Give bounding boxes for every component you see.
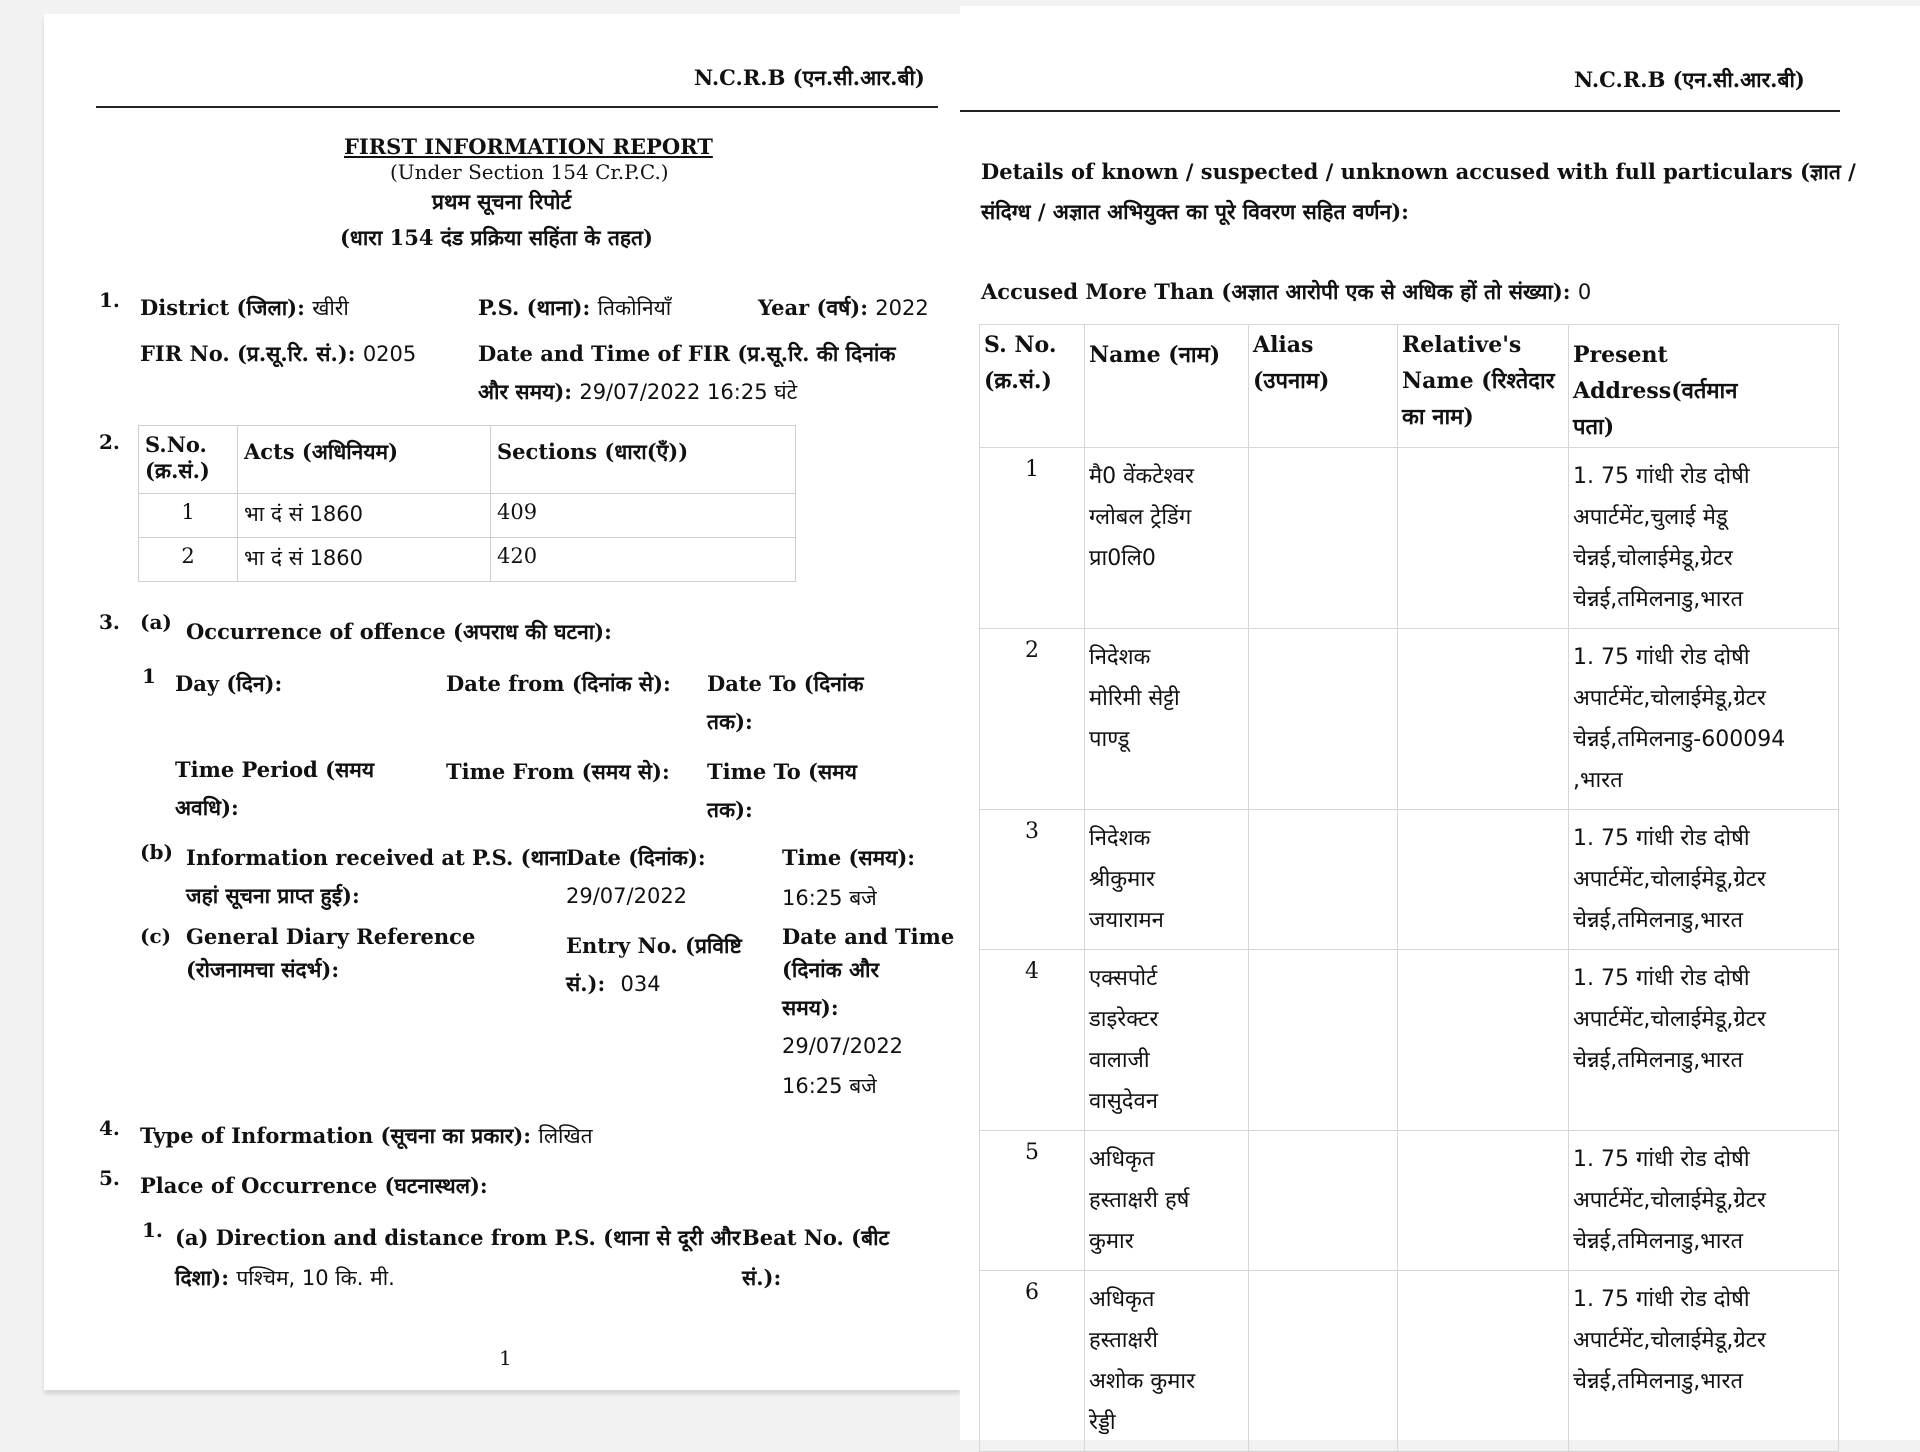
- accused-row: [980, 950, 1839, 1131]
- accused-header-relative-line: Name (रिश्तेदार: [1402, 368, 1555, 394]
- acts-header-act: Acts (अधिनियम): [238, 426, 491, 494]
- info-date-label: Date (दिनांक):: [566, 845, 706, 870]
- report-title: FIRST INFORMATION REPORT: [344, 134, 713, 159]
- accused-name-line: जयारामन: [1089, 908, 1164, 933]
- time-period-label-1: Time Period (समय: [175, 757, 374, 782]
- accused-row: [980, 810, 1839, 950]
- occurrence-label: Occurrence of offence (अपराध की घटना):: [186, 619, 612, 644]
- fir-number-value: 0205: [362, 342, 417, 366]
- accused-address-line: 1. 75 गांधी रोड दोषी: [1573, 1147, 1750, 1172]
- entry-no-label-1: Entry No. (प्रविष्टि: [566, 933, 742, 958]
- fir-datetime-field: [478, 378, 797, 406]
- accused-sno: 3: [980, 810, 1085, 950]
- item-1-number: 1.: [99, 288, 120, 312]
- accused-name-line: पाण्डू: [1089, 727, 1130, 752]
- acts-table: [138, 425, 796, 582]
- accused-header-address-line: पता): [1573, 414, 1615, 440]
- gd-datetime-label-1: Date and Time: [782, 924, 955, 949]
- accused-header-sno-line: S. No.: [984, 332, 1057, 358]
- accused-relative-name: [1398, 1271, 1569, 1452]
- item-3b-marker: (b): [140, 840, 173, 864]
- accused-address: [1569, 448, 1839, 629]
- accused-name-line: निदेशक: [1089, 826, 1151, 851]
- ps-value: तिकोनियाँ: [597, 296, 672, 320]
- place-of-occurrence-label: Place of Occurrence (घटनास्थल):: [140, 1173, 488, 1198]
- gd-datetime-label-2: (दिनांक और: [782, 957, 880, 982]
- day-label: Day (दिन):: [175, 671, 283, 696]
- accused-name-line: ग्लोबल ट्रेडिंग: [1089, 505, 1192, 530]
- gd-reference-label-2: (रोजनामचा संदर्भ):: [186, 957, 340, 982]
- accused-address: [1569, 1131, 1839, 1271]
- item-5-number: 5.: [99, 1166, 120, 1190]
- accused-sno: 6: [980, 1271, 1085, 1452]
- acts-row-section: 420: [491, 538, 796, 582]
- accused-alias: [1249, 1271, 1398, 1452]
- accused-details-heading-1: Details of known / suspected / unknown accused with full particulars (ज्ञात /: [981, 159, 1856, 184]
- beat-no-label-2: सं.):: [742, 1265, 782, 1290]
- accused-count-field: [981, 278, 1591, 306]
- accused-alias: [1249, 1131, 1398, 1271]
- accused-address-line: 1. 75 गांधी रोड दोषी: [1573, 464, 1750, 489]
- direction-label-1: (a) Direction and distance from P.S. (थाना से दूरी और: [175, 1225, 741, 1250]
- ps-field: [478, 294, 671, 322]
- time-from-label: Time From (समय से):: [446, 759, 670, 784]
- year-field: [758, 294, 929, 322]
- report-subtitle-hindi: (धारा 154 दंड प्रक्रिया सहिंता के तहत): [340, 225, 653, 250]
- accused-name-line: कुमार: [1089, 1229, 1134, 1254]
- accused-name: [1085, 810, 1249, 950]
- accused-name-line: प्रा0लि0: [1089, 546, 1156, 571]
- entry-no-value: 034: [620, 972, 661, 996]
- accused-row: [980, 1131, 1839, 1271]
- accused-sno: 2: [980, 629, 1085, 810]
- fir-page-2: [960, 6, 1920, 1440]
- accused-header-address-line: Present Address(वर्तमान: [1573, 342, 1738, 404]
- date-to-label-2: तक):: [707, 709, 753, 734]
- accused-name-line: वासुदेवन: [1089, 1089, 1158, 1114]
- accused-address-line: अपार्टमेंट,चोलाईमेडू,ग्रेटर: [1573, 1188, 1766, 1213]
- acts-header-section: Sections (धारा(एँ)): [491, 426, 796, 494]
- item-3-number: 3.: [99, 610, 120, 634]
- header-rule-right: [960, 110, 1840, 112]
- accused-name-line: वालाजी: [1089, 1048, 1150, 1073]
- accused-count-value: 0: [1577, 280, 1592, 304]
- fir-page-1: [44, 14, 960, 1390]
- accused-header-alias-line: Alias: [1253, 332, 1314, 358]
- accused-name-line: श्रीकुमार: [1089, 867, 1156, 892]
- fir-datetime-label-2: और समय):: [478, 379, 573, 404]
- accused-name-line: एक्सपोर्ट: [1089, 966, 1158, 991]
- info-received-label-2: जहां सूचना प्राप्त हुई):: [186, 883, 360, 908]
- info-type-label: Type of Information (सूचना का प्रकार):: [140, 1123, 532, 1148]
- gd-datetime-value-date: 29/07/2022: [782, 1034, 904, 1058]
- accused-alias: [1249, 629, 1398, 810]
- district-label: District (जिला):: [140, 295, 305, 320]
- accused-address: [1569, 1271, 1839, 1452]
- date-to-label-1: Date To (दिनांक: [707, 671, 864, 696]
- info-type-value: लिखित: [538, 1124, 593, 1148]
- ncrb-header-right: N.C.R.B (एन.सी.आर.बी): [1574, 67, 1805, 92]
- accused-sno: 1: [980, 448, 1085, 629]
- time-to-label-2: तक):: [707, 797, 753, 822]
- item-3c-marker: (c): [140, 924, 172, 948]
- accused-relative-name: [1398, 1131, 1569, 1271]
- info-date-value: 29/07/2022: [566, 884, 688, 908]
- accused-alias: [1249, 950, 1398, 1131]
- accused-name-line: डाइरेक्टर: [1089, 1007, 1159, 1032]
- item-3a-marker: (a): [140, 610, 172, 634]
- accused-address-line: अपार्टमेंट,चोलाईमेडू,ग्रेटर: [1573, 686, 1766, 711]
- time-period-label-2: अवधि):: [175, 795, 239, 820]
- direction-label-2: दिशा):: [175, 1265, 229, 1290]
- accused-header-relative-line: Relative's: [1402, 332, 1522, 358]
- year-value: 2022: [875, 296, 929, 320]
- accused-name: [1085, 448, 1249, 629]
- accused-header-name: Name (नाम): [1085, 325, 1249, 448]
- accused-row: [980, 1271, 1839, 1452]
- fir-datetime-label-1: Date and Time of FIR (प्र.सू.रि. की दिनांक: [478, 341, 896, 366]
- acts-table-header: [139, 426, 796, 494]
- time-to-label-1: Time To (समय: [707, 759, 857, 784]
- accused-sno: 5: [980, 1131, 1085, 1271]
- accused-address-line: चेन्नई,तमिलनाडु-600094: [1573, 727, 1786, 752]
- accused-address-line: 1. 75 गांधी रोड दोषी: [1573, 826, 1750, 851]
- accused-row: [980, 448, 1839, 629]
- gd-datetime-value-time: 16:25 बजे: [782, 1074, 877, 1098]
- direction-value: पश्चिम, 10 कि. मी.: [236, 1266, 395, 1290]
- accused-name: [1085, 1271, 1249, 1452]
- ps-label: P.S. (थाना):: [478, 295, 591, 320]
- direction-field: [175, 1264, 395, 1292]
- item-4-number: 4.: [99, 1116, 120, 1140]
- beat-no-label-1: Beat No. (बीट: [742, 1225, 890, 1250]
- accused-name-line: रेड्डी: [1089, 1410, 1116, 1435]
- accused-address: [1569, 810, 1839, 950]
- report-subtitle: (Under Section 154 Cr.P.C.): [390, 160, 669, 184]
- accused-relative-name: [1398, 629, 1569, 810]
- accused-relative-name: [1398, 950, 1569, 1131]
- accused-header-sno: [980, 325, 1085, 448]
- accused-name-line: मोरिमी सेट्टी: [1089, 686, 1180, 711]
- accused-address-line: चेन्नई,तमिलनाडु,भारत: [1573, 908, 1743, 933]
- accused-name-line: हस्ताक्षरी हर्ष: [1089, 1188, 1190, 1213]
- fir-number-field: [140, 340, 416, 368]
- accused-name-line: निदेशक: [1089, 645, 1151, 670]
- header-rule: [96, 106, 938, 108]
- accused-header-relative: [1398, 325, 1569, 448]
- accused-address-line: अपार्टमेंट,चुलाई मेडू: [1573, 505, 1728, 530]
- accused-address-line: चेन्नई,तमिलनाडु,भारत: [1573, 1048, 1743, 1073]
- date-from-label: Date from (दिनांक से):: [446, 671, 671, 696]
- accused-header-address: [1569, 325, 1839, 448]
- accused-address-line: चेन्नई,तमिलनाडु,भारत: [1573, 587, 1743, 612]
- accused-header-alias: [1249, 325, 1398, 448]
- accused-name-line: अधिकृत: [1089, 1287, 1155, 1312]
- accused-address: [1569, 629, 1839, 810]
- accused-relative-name: [1398, 810, 1569, 950]
- accused-count-label: Accused More Than (अज्ञात आरोपी एक से अधिक हों तो संख्या):: [981, 279, 1571, 304]
- page-number: 1: [499, 1346, 512, 1370]
- accused-name: [1085, 950, 1249, 1131]
- accused-table: [979, 324, 1839, 1452]
- acts-row-act: भा दं सं 1860: [238, 538, 491, 582]
- accused-name-line: मै0 वेंकटेश्वर: [1089, 464, 1194, 489]
- accused-header-sno-line: (क्र.सं.): [984, 368, 1052, 394]
- fir-number-label: FIR No. (प्र.सू.रि. सं.):: [140, 341, 356, 366]
- item-2-number: 2.: [99, 430, 120, 454]
- accused-name: [1085, 1131, 1249, 1271]
- acts-row-2: [139, 538, 796, 582]
- info-time-label: Time (समय):: [782, 845, 916, 870]
- info-time-value: 16:25 बजे: [782, 886, 877, 910]
- accused-relative-name: [1398, 448, 1569, 629]
- year-label: Year (वर्ष):: [758, 295, 868, 320]
- accused-address-line: 1. 75 गांधी रोड दोषी: [1573, 1287, 1750, 1312]
- entry-no-label-2: सं.):: [566, 971, 606, 996]
- accused-name-line: अशोक कुमार: [1089, 1369, 1196, 1394]
- accused-alias: [1249, 448, 1398, 629]
- accused-header-relative-line: का नाम): [1402, 404, 1474, 430]
- gd-reference-label-1: General Diary Reference: [186, 924, 476, 949]
- entry-no-field: [566, 970, 661, 998]
- accused-address-line: 1. 75 गांधी रोड दोषी: [1573, 966, 1750, 991]
- info-received-label-1: Information received at P.S. (थाना: [186, 845, 567, 870]
- accused-table-header: [980, 325, 1839, 448]
- district-field: [140, 294, 349, 322]
- accused-address-line: चेन्नई,चोलाईमेडू,ग्रेटर: [1573, 546, 1733, 571]
- accused-name: [1085, 629, 1249, 810]
- accused-address-line: अपार्टमेंट,चोलाईमेडू,ग्रेटर: [1573, 867, 1766, 892]
- acts-row-1: [139, 494, 796, 538]
- accused-name-line: हस्ताक्षरी: [1089, 1328, 1158, 1353]
- accused-details-heading-2: संदिग्ध / अज्ञात अभियुक्त का पूरे विवरण सहित वर्णन):: [981, 199, 1409, 224]
- accused-row: [980, 629, 1839, 810]
- info-type-field: [140, 1122, 593, 1150]
- accused-name-line: अधिकृत: [1089, 1147, 1155, 1172]
- acts-row-sno: 2: [139, 538, 238, 582]
- accused-alias: [1249, 810, 1398, 950]
- accused-address: [1569, 950, 1839, 1131]
- accused-address-line: अपार्टमेंट,चोलाईमेडू,ग्रेटर: [1573, 1328, 1766, 1353]
- district-value: खीरी: [312, 296, 349, 320]
- accused-address-line: चेन्नई,तमिलनाडु,भारत: [1573, 1369, 1743, 1394]
- gd-datetime-label-3: समय):: [782, 995, 839, 1020]
- accused-address-line: 1. 75 गांधी रोड दोषी: [1573, 645, 1750, 670]
- ncrb-header: N.C.R.B (एन.सी.आर.बी): [694, 65, 925, 90]
- fir-datetime-value: 29/07/2022 16:25 घंटे: [579, 380, 798, 404]
- accused-sno: 4: [980, 950, 1085, 1131]
- accused-address-line: ,भारत: [1573, 768, 1623, 793]
- acts-header-sno: S.No. (क्र.सं.): [139, 426, 238, 494]
- occurrence-sub-number: 1: [142, 664, 156, 688]
- place-sub-number: 1.: [142, 1218, 163, 1242]
- acts-row-act: भा दं सं 1860: [238, 494, 491, 538]
- acts-row-sno: 1: [139, 494, 238, 538]
- accused-address-line: चेन्नई,तमिलनाडु,भारत: [1573, 1229, 1743, 1254]
- accused-address-line: अपार्टमेंट,चोलाईमेडू,ग्रेटर: [1573, 1007, 1766, 1032]
- accused-header-alias-line: (उपनाम): [1253, 368, 1330, 394]
- acts-row-section: 409: [491, 494, 796, 538]
- report-title-hindi: प्रथम सूचना रिपोर्ट: [432, 189, 572, 214]
